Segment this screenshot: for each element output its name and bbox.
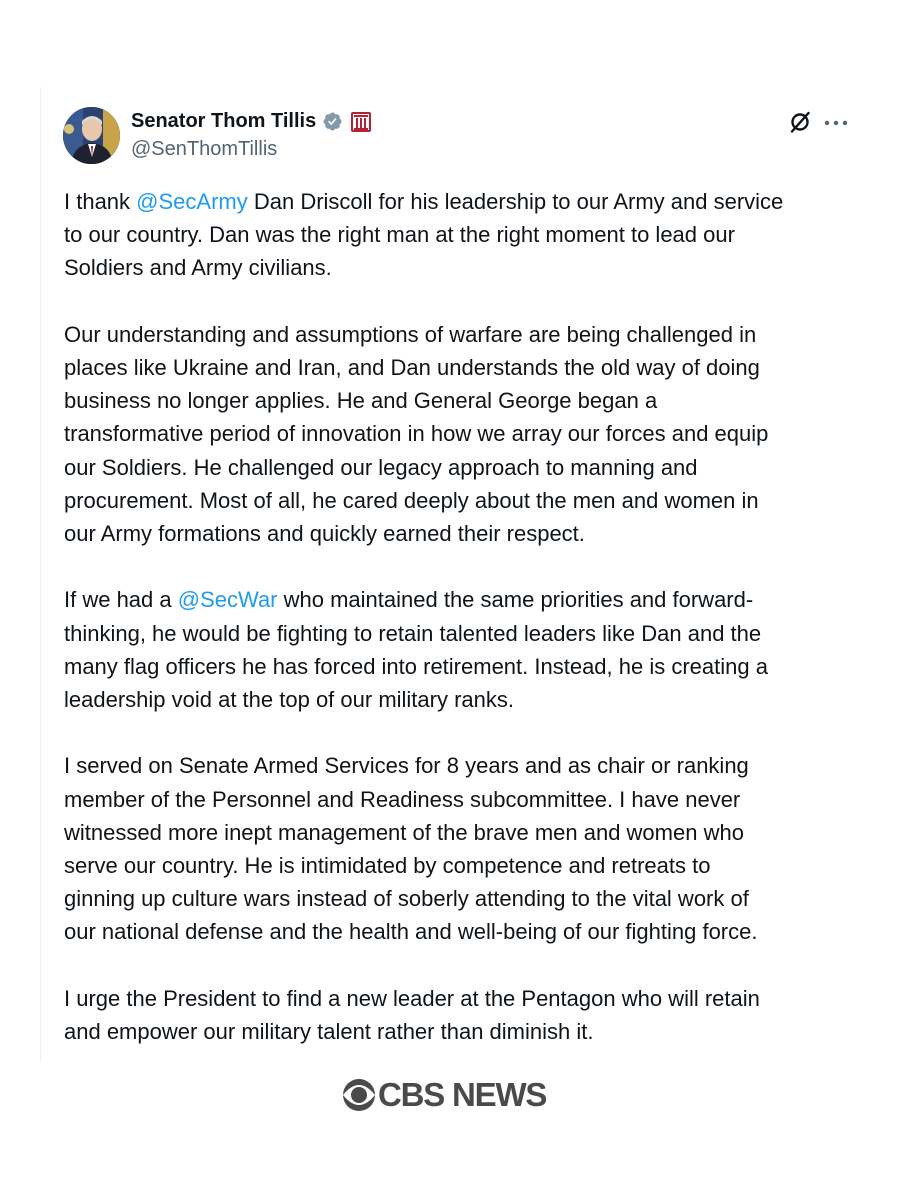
tweet-line: I urge the President to find a new leader at the Pentagon who will retain [64, 985, 760, 1011]
tweet-paragraph-5 [64, 982, 864, 1048]
tweet-line [64, 583, 864, 616]
tweet-line: serve our country. He is intimidated by competence and retreats to [64, 853, 711, 879]
tweet-card [40, 87, 861, 1062]
verified-badge-icon [322, 111, 343, 132]
tweet-line: Our understanding and assumptions of warfare are being challenged in [64, 321, 757, 347]
tweet-text-segment: who maintained the same priorities and forward- [277, 587, 754, 613]
tweet-line: our Army formations and quickly earned their respect. [64, 521, 585, 547]
tweet-paragraph-2 [64, 318, 864, 550]
cbs-news-watermark [342, 1072, 558, 1118]
tweet-line: many flag officers he has forced into retirement. Instead, he is creating a [64, 653, 768, 679]
author-name-row[interactable] [131, 110, 371, 133]
tweet-text-segment: Dan Driscoll for his leadership to our Army and service [247, 189, 784, 214]
author-name[interactable]: Senator Thom Tillis [131, 110, 317, 132]
tweet-line: witnessed more inept management of the brave men and women who [64, 819, 744, 845]
tweet-line: our national defense and the health and well-being of our fighting force. [64, 919, 758, 945]
tweet-line: business no longer applies. He and General George began a [64, 388, 658, 414]
author-handle[interactable]: @SenThomTillis [131, 138, 278, 160]
tweet-line: I served on Senate Armed Services for 8 years and as chair or ranking [64, 753, 749, 779]
tweet-line: Soldiers and Army civilians. [64, 255, 332, 281]
tweet-paragraph-1 [64, 185, 864, 285]
tweet-paragraph-4 [64, 749, 864, 948]
tweet-line: thinking, he would be fighting to retain talented leaders like Dan and the [64, 620, 762, 646]
grok-icon[interactable] [789, 111, 811, 133]
tweet-text-segment: I thank [64, 189, 137, 214]
cbs-eye-logo [342, 1078, 376, 1112]
tweet-paragraph-3 [64, 583, 864, 716]
tweet-line: to our country. Dan was the right man at the right moment to lead our [64, 222, 735, 248]
tweet-text-segment: If we had a [64, 587, 178, 613]
tweet-line: procurement. Most of all, he cared deeply about the men and women in [64, 487, 759, 513]
more-options-icon[interactable] [823, 113, 849, 133]
avatar-portrait-icon [63, 107, 120, 164]
tweet-line: member of the Personnel and Readiness subcommittee. I have never [64, 786, 741, 812]
tweet-line: places like Ukraine and Iran, and Dan understands the old way of doing [64, 355, 760, 380]
cbs-news-wordmark: CBS NEWS [378, 1076, 547, 1113]
tweet-text [64, 185, 864, 1081]
tweet-line: our Soldiers. He challenged our legacy approach to manning and [64, 454, 698, 480]
mention-secarmy-link[interactable]: @SecArmy [136, 189, 248, 214]
tweet-line: ginning up culture wars instead of soberly attending to the vital work of [64, 886, 749, 912]
tweet-line: leadership void at the top of our military ranks. [64, 687, 515, 713]
author-avatar[interactable] [63, 107, 120, 164]
tweet-line [64, 185, 864, 218]
mention-secwar-link[interactable]: @SecWar [177, 587, 278, 613]
tweet-line: and empower our military talent rather than diminish it. [64, 1019, 594, 1045]
tweet-line: transformative period of innovation in how we array our forces and equip [64, 421, 769, 447]
us-senate-flag-icon [351, 112, 371, 132]
